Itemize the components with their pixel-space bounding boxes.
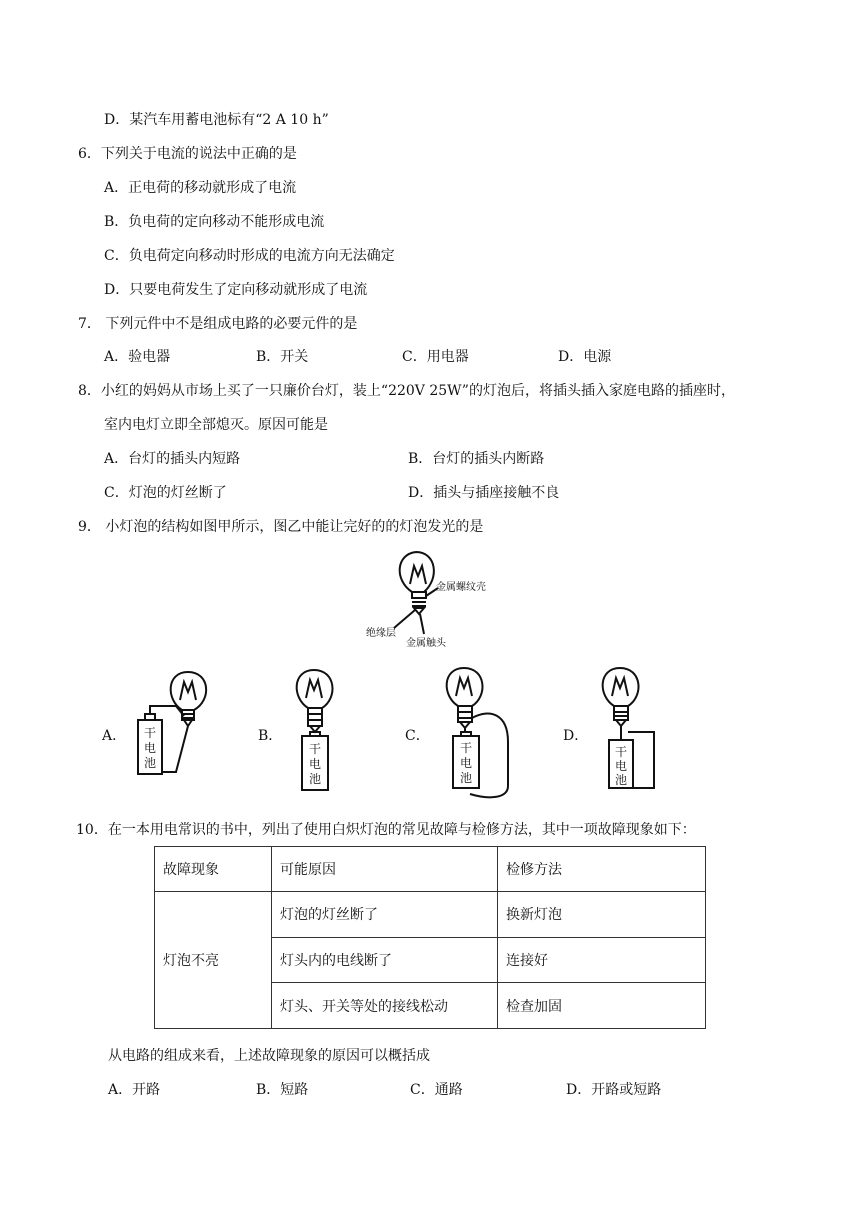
q6-stem: 6．下列关于电流的说法中正确的是	[78, 146, 297, 162]
q6-option-a: A．正电荷的移动就形成了电流	[104, 180, 297, 196]
header-cause: 可能原因	[272, 847, 498, 892]
label-metal-shell: 金属螺纹壳	[436, 582, 486, 593]
q7-option-c: C．用电器	[402, 349, 469, 365]
battery-char-3: 池	[308, 772, 322, 786]
header-symptom: 故障现象	[155, 847, 272, 892]
q8-stem-line1: 8．小红的妈妈从市场上买了一只廉价台灯，装上“220V 25W”的灯泡后，将插头插入家庭电路的插座时，	[78, 383, 735, 399]
battery-char-1: 干	[614, 745, 628, 759]
battery-char-2: 电	[614, 759, 628, 773]
q9-option-a-label: A．	[102, 728, 127, 744]
circuit-option-d	[592, 662, 664, 798]
fix-cell: 连接好	[498, 937, 706, 983]
fix-cell: 检查加固	[498, 983, 706, 1029]
battery-char-2: 电	[308, 757, 322, 771]
q7-option-a: A．验电器	[104, 349, 171, 365]
circuit-option-a	[128, 666, 228, 784]
cause-cell: 灯头内的电线断了	[272, 937, 498, 983]
bulb-structure-figure	[360, 546, 500, 650]
battery-char-1: 干	[459, 741, 473, 755]
table-header-row	[155, 847, 706, 892]
battery-char-3: 池	[143, 756, 157, 770]
q6-option-d: D．只要电荷发生了定向移动就形成了电流	[104, 282, 368, 298]
label-insulator: 绝缘层	[366, 628, 396, 639]
q7-option-d: D．电源	[558, 349, 612, 365]
battery-char-2: 电	[459, 756, 473, 770]
q10-option-a: A．开路	[108, 1082, 161, 1098]
q6-option-c: C．负电荷定向移动时形成的电流方向无法确定	[104, 248, 395, 264]
battery-char-1: 干	[143, 726, 157, 740]
battery-char-2: 电	[143, 741, 157, 755]
q8-option-b: B．台灯的插头内断路	[408, 451, 545, 467]
q6-option-b: B．负电荷的定向移动不能形成电流	[104, 214, 325, 230]
circuit-option-c	[434, 662, 520, 802]
q10-option-c: C．通路	[410, 1082, 463, 1098]
battery-char-3: 池	[614, 773, 628, 787]
fix-cell: 换新灯泡	[498, 892, 706, 938]
q8-stem-line2: 室内电灯立即全部熄灭。原因可能是	[104, 417, 328, 433]
header-fix: 检修方法	[498, 847, 706, 892]
q9-option-d-label: D．	[563, 728, 589, 744]
fault-table	[154, 846, 706, 1029]
q7-option-b: B．开关	[256, 349, 309, 365]
q9-option-b-label: B．	[258, 728, 283, 744]
q8-option-c: C．灯泡的灯丝断了	[104, 485, 227, 501]
q8-option-a: A．台灯的插头内短路	[104, 451, 241, 467]
q9-option-c-label: C．	[405, 728, 430, 744]
q9-stem: 9． 小灯泡的结构如图甲所示，图乙中能让完好的的灯泡发光的是	[78, 519, 484, 535]
q7-stem: 7． 下列元件中不是组成电路的必要元件的是	[78, 316, 358, 332]
label-metal-tip: 金属触头	[406, 638, 446, 649]
cause-cell: 灯泡的灯丝断了	[272, 892, 498, 938]
q8-option-d: D．插头与插座接触不良	[408, 485, 560, 501]
q10-followup: 从电路的组成来看，上述故障现象的原因可以概括成	[108, 1048, 430, 1064]
cause-cell: 灯头、开关等处的接线松动	[272, 983, 498, 1029]
q10-stem: 10．在一本用电常识的书中，列出了使用白炽灯泡的常见故障与检修方法，其中一项故障现象如下：	[76, 822, 696, 838]
battery-char-1: 干	[308, 742, 322, 756]
circuit-option-b	[286, 664, 346, 792]
table-row	[155, 892, 706, 938]
symptom-cell: 灯泡不亮	[155, 892, 272, 1029]
q5-option-d: D．某汽车用蓄电池标有“2 A 10 h”	[104, 112, 329, 128]
battery-char-3: 池	[459, 771, 473, 785]
q10-option-b: B．短路	[256, 1082, 309, 1098]
q10-option-d: D．开路或短路	[566, 1082, 662, 1098]
